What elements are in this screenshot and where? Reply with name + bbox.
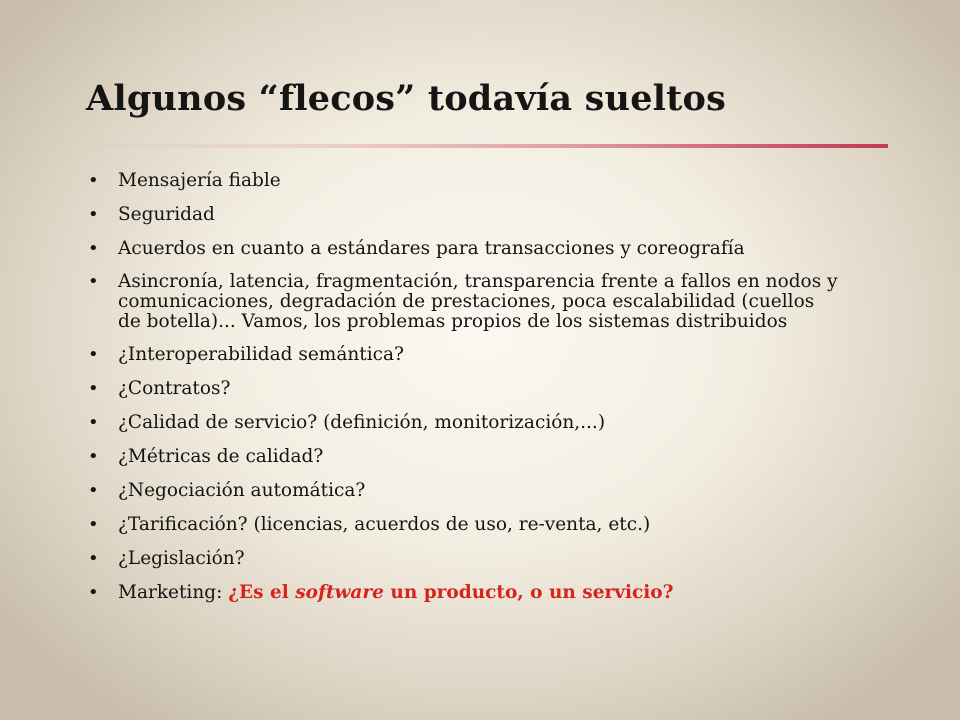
bullet-item: • ¿Métricas de calidad? (0, 446, 900, 468)
highlight-italic-word: software (295, 582, 384, 603)
bullet-item: • ¿Contratos? (0, 378, 900, 400)
bullet-item: • Acuerdos en cuanto a estándares para transacciones y coreografía (0, 238, 900, 260)
bullet-item: • ¿Calidad de servicio? (definición, monitorización,...) (0, 412, 900, 434)
bullet-item-marketing (0, 582, 900, 604)
marketing-prefix: Marketing: (118, 582, 229, 603)
bullet-list (0, 170, 900, 616)
slide-title: Algunos “flecos” todavía sueltos (86, 78, 726, 119)
highlight-start: ¿Es el (228, 582, 296, 603)
bullet-item: • ¿Interoperabilidad semántica? (0, 344, 900, 366)
title-underline (86, 144, 888, 148)
bullet-item: • Seguridad (0, 204, 900, 226)
bullet-item: • Asincronía, latencia, fragmentación, transparencia frente a fallos en nodos y comunicaciones, degradación de prestaciones, poca escalabilidad (cuellos de botella)... Vamos, los problemas propios de los sistemas distribuidos (0, 272, 900, 332)
highlight-end: un producto, o un servicio? (383, 582, 674, 603)
highlighted-question (228, 582, 673, 603)
bullet-item: • Mensajería fiable (0, 170, 900, 192)
bullet-item: • ¿Tarificación? (licencias, acuerdos de uso, re-venta, etc.) (0, 514, 900, 536)
bullet-item: • ¿Legislación? (0, 548, 900, 570)
bullet-item: • ¿Negociación automática? (0, 480, 900, 502)
